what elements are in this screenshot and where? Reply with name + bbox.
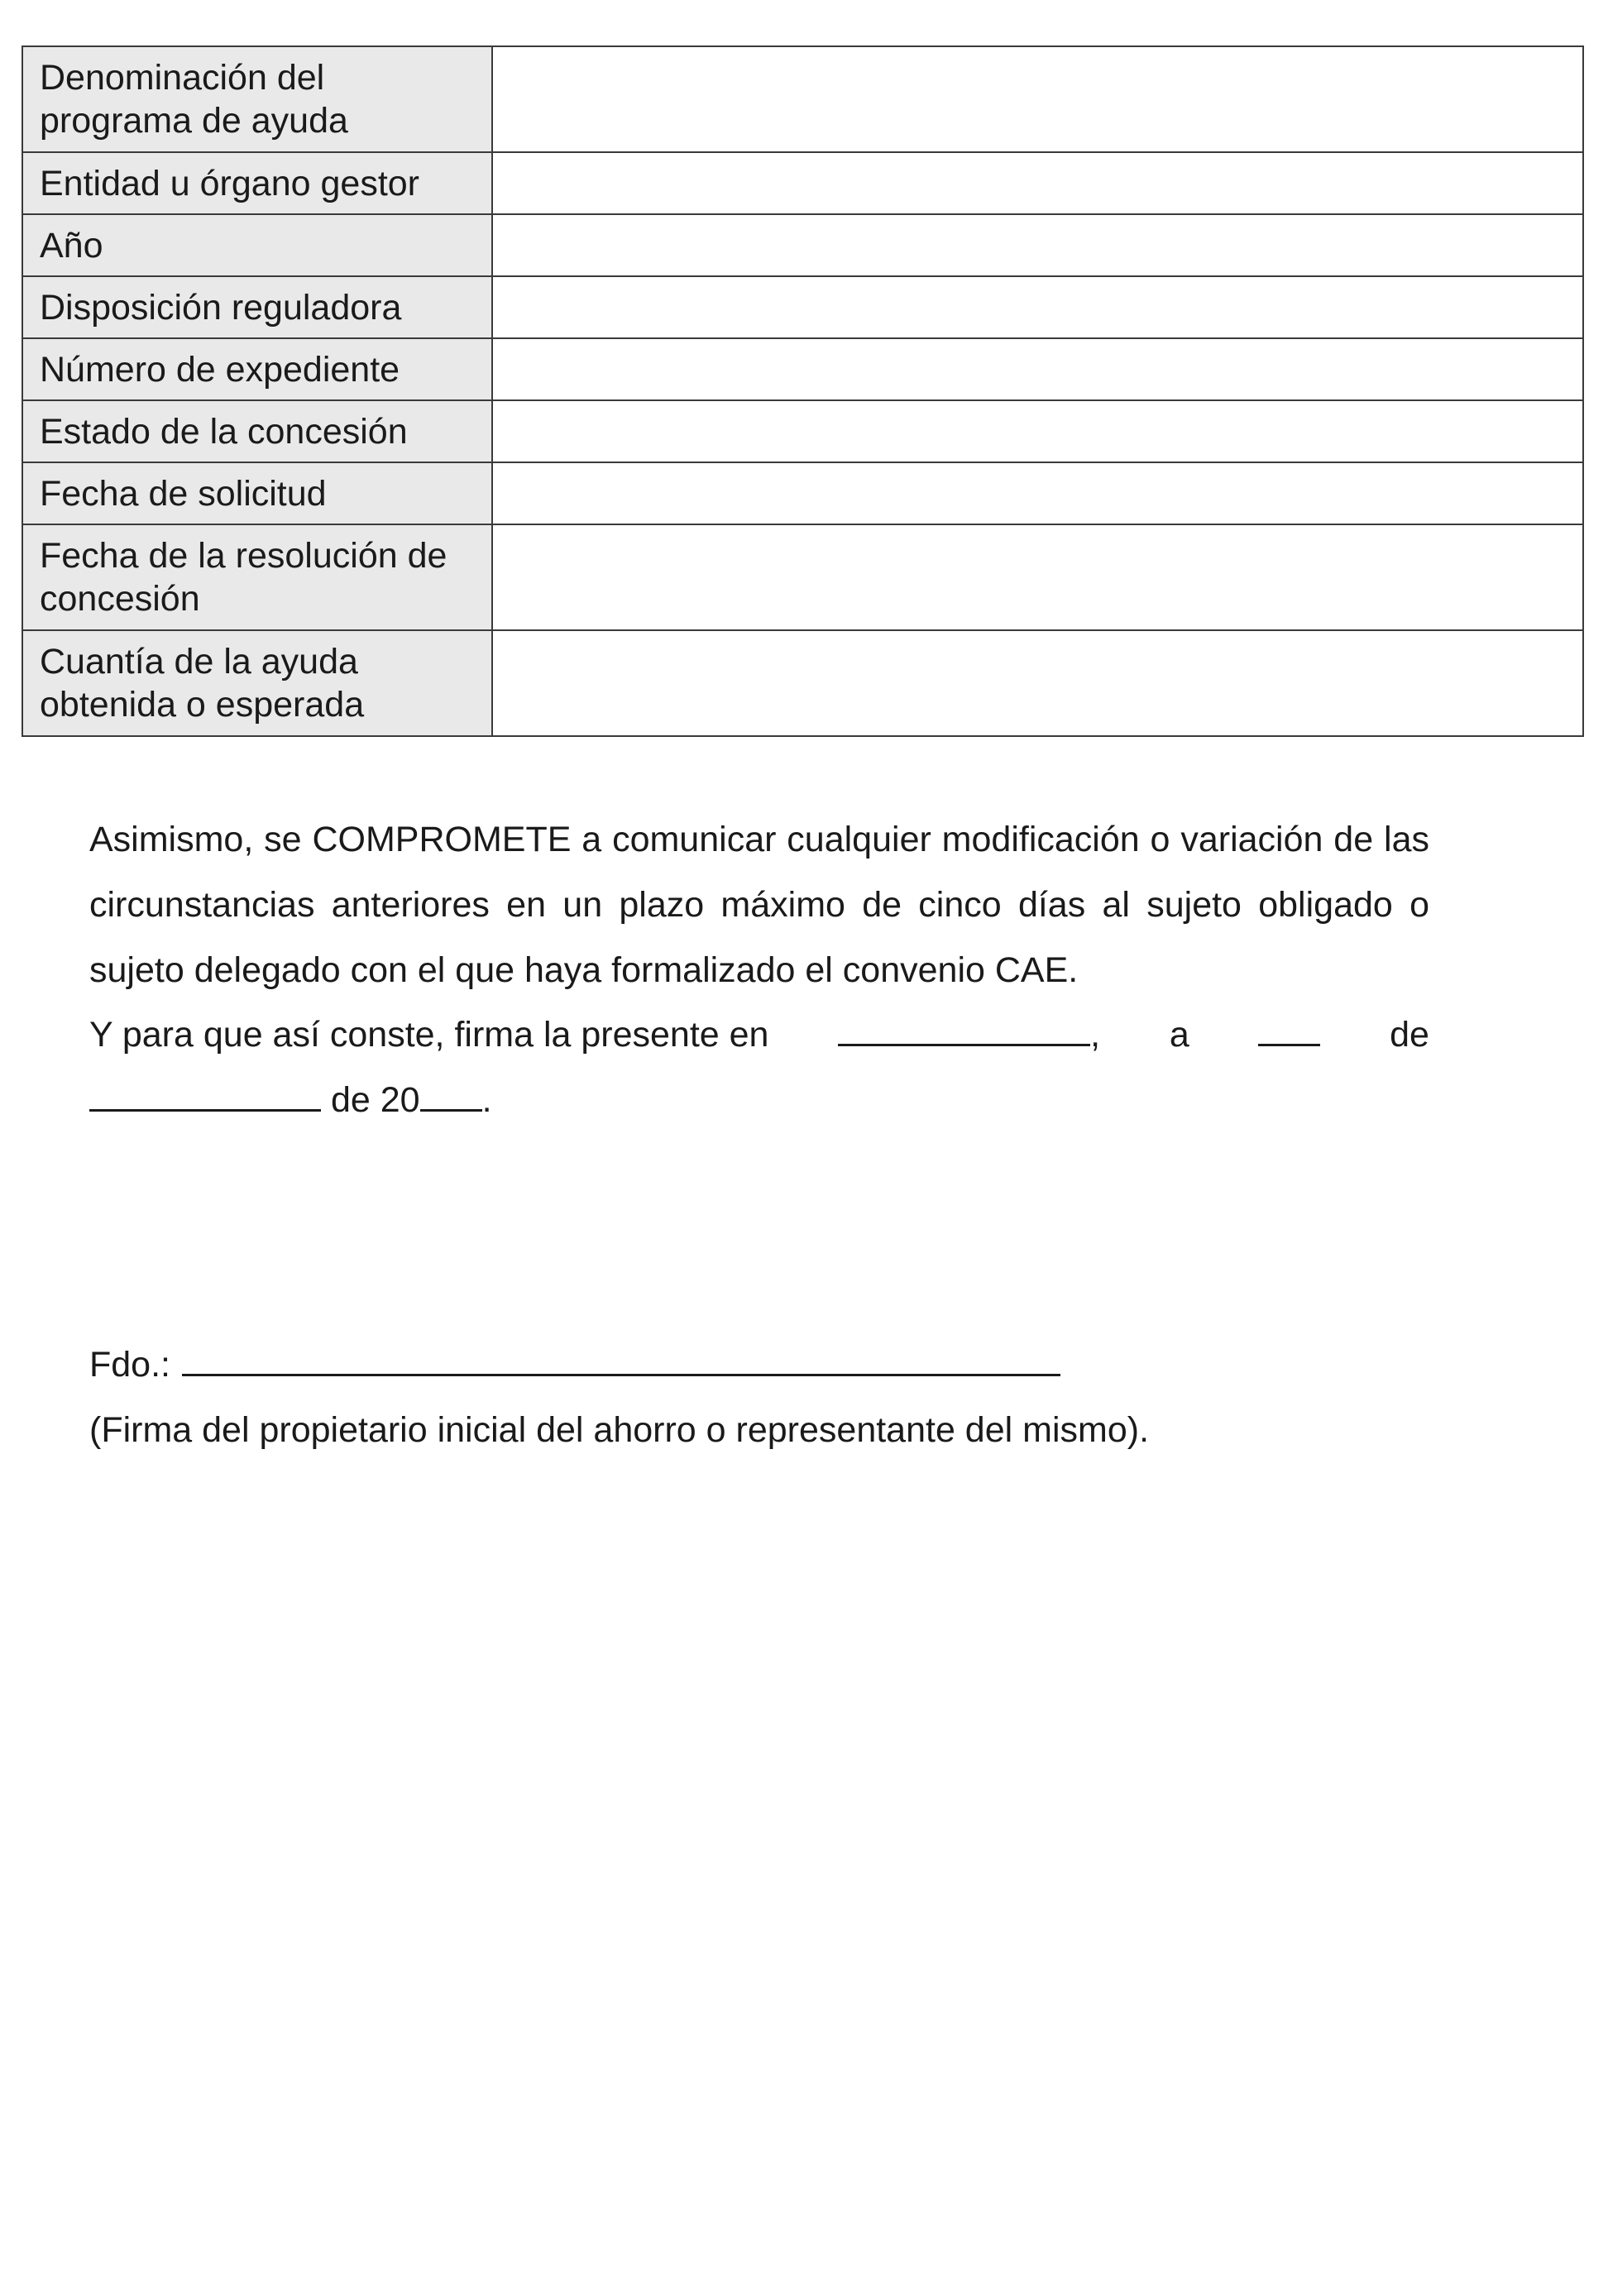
commitment-paragraph: Asimismo, se COMPROMETE a comunicar cualquier modificación o variación de las circunstancias anteriores en un plazo máximo de cinco días al sujeto obligado o sujeto delegado con el que haya formalizado el convenio CAE. — [89, 820, 1429, 990]
row-value-expediente[interactable] — [492, 338, 1583, 400]
signature-line — [89, 1332, 1060, 1398]
row-label-estado: Estado de la concesión — [22, 400, 492, 462]
table-row — [22, 338, 1583, 400]
row-label-anio: Año — [22, 214, 492, 276]
signature-label: Fdo.: — [89, 1345, 170, 1385]
month-blank[interactable] — [89, 1076, 321, 1112]
row-value-entidad[interactable] — [492, 152, 1583, 214]
table-row — [22, 400, 1583, 462]
table-row — [22, 462, 1583, 524]
row-value-disposicion[interactable] — [492, 276, 1583, 338]
table-row — [22, 46, 1583, 152]
row-value-anio[interactable] — [492, 214, 1583, 276]
de-text: de — [1390, 1015, 1429, 1055]
row-value-cuantia[interactable] — [492, 630, 1583, 736]
signing-line-2 — [89, 1068, 1429, 1133]
year-blank[interactable] — [420, 1076, 482, 1112]
row-label-cuantia: Cuantía de la ayuda obtenida o esperada — [22, 630, 492, 736]
row-label-entidad: Entidad u órgano gestor — [22, 152, 492, 214]
comma-text: , — [1090, 1015, 1101, 1055]
de-year-text: de 20 — [330, 1080, 420, 1120]
place-group — [838, 1002, 1100, 1068]
table-row — [22, 630, 1583, 736]
row-label-fecha-resolucion: Fecha de la resolución de concesión — [22, 524, 492, 630]
row-value-programa[interactable] — [492, 46, 1583, 152]
row-label-programa: Denominación del programa de ayuda — [22, 46, 492, 152]
period-text: . — [481, 1080, 492, 1120]
signing-intro-text: Y para que así conste, firma la presente en — [89, 1015, 769, 1055]
row-value-fecha-resolucion[interactable] — [492, 524, 1583, 630]
day-blank[interactable] — [1258, 1011, 1320, 1046]
signing-paragraph — [89, 1002, 1429, 1133]
row-value-estado[interactable] — [492, 400, 1583, 462]
row-value-fecha-solicitud[interactable] — [492, 462, 1583, 524]
place-blank[interactable] — [838, 1011, 1090, 1046]
signing-line-1 — [89, 1002, 1429, 1068]
row-label-expediente: Número de expediente — [22, 338, 492, 400]
table-row — [22, 214, 1583, 276]
row-label-fecha-solicitud: Fecha de solicitud — [22, 462, 492, 524]
signature-blank[interactable] — [182, 1341, 1060, 1376]
row-label-disposicion: Disposición reguladora — [22, 276, 492, 338]
aid-details-table — [22, 45, 1584, 737]
table-row — [22, 276, 1583, 338]
a-text: a — [1169, 1015, 1189, 1055]
signature-note: (Firma del propietario inicial del ahorro o representante del mismo). — [89, 1410, 1150, 1450]
table-row — [22, 152, 1583, 214]
table-row — [22, 524, 1583, 630]
